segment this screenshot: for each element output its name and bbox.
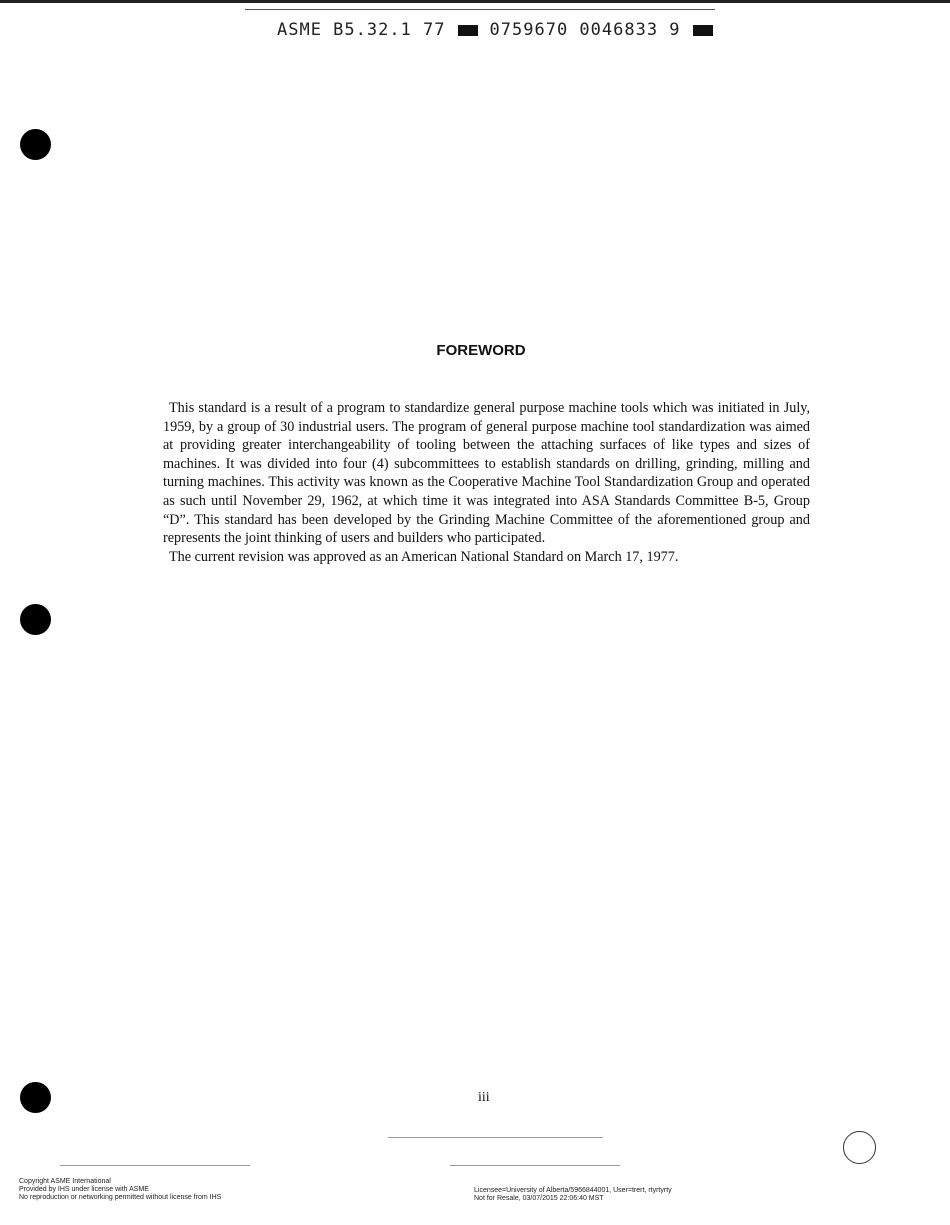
paragraph: The current revision was approved as an American National Standard on March 17, 1977. (169, 548, 679, 565)
footer-copyright (19, 1178, 221, 1202)
scan-top-edge (0, 0, 950, 3)
paragraph: This standard is a result of a program to standardize general purpose machine tools which was initiated in July, 1959, by a group of 30 industrial users. The program of general purpose machine tool standardization was aimed at providing greater interchangeability of tooling between the attaching surfaces of like types and sizes of machines. It was divided into four (4) subcommittees to establish standards on drilling, grinding, milling and turning machines. This activity was known as the Cooperative Machine Tool Standardization Group and operated as such until November 29, 1962, at which time it was integrated into ASA Standards Committee B-5, Group “D”. This standard has been developed by the Grinding Machine Committee of the aforementioned group and represents the joint thinking of users and builders who participated. (163, 400, 810, 547)
footer-license (474, 1187, 672, 1203)
header-code-middle: 0759670 0046833 9 (489, 20, 681, 40)
header-black-bar (693, 25, 713, 36)
footer-line: Provided by IHS under license with ASME (19, 1186, 149, 1193)
scan-dash-line (388, 1137, 603, 1138)
page-number: iii (478, 1090, 490, 1105)
scan-dash-line (450, 1165, 620, 1166)
scan-dash-line (60, 1165, 250, 1166)
footer-line: Copyright ASME International (19, 1178, 111, 1185)
punch-hole (20, 1082, 51, 1113)
header-code-left: ASME B5.32.1 77 (277, 20, 446, 40)
footer-line: Not for Resale, 03/07/2015 22:06:40 MST (474, 1195, 604, 1202)
header-black-bar (458, 25, 478, 36)
page-title: FOREWORD (436, 342, 526, 359)
punch-hole (20, 604, 51, 635)
footer-line: Licensee=University of Alberta/5966844001, User=trert, rtyrtyrty (474, 1187, 672, 1194)
punch-hole (20, 129, 51, 160)
header-rule (245, 9, 715, 10)
foreword-body (163, 399, 810, 566)
footer-line: No reproduction or networking permitted without license from IHS (19, 1194, 222, 1201)
circle-mark (843, 1131, 876, 1164)
document-header-code (277, 20, 713, 40)
